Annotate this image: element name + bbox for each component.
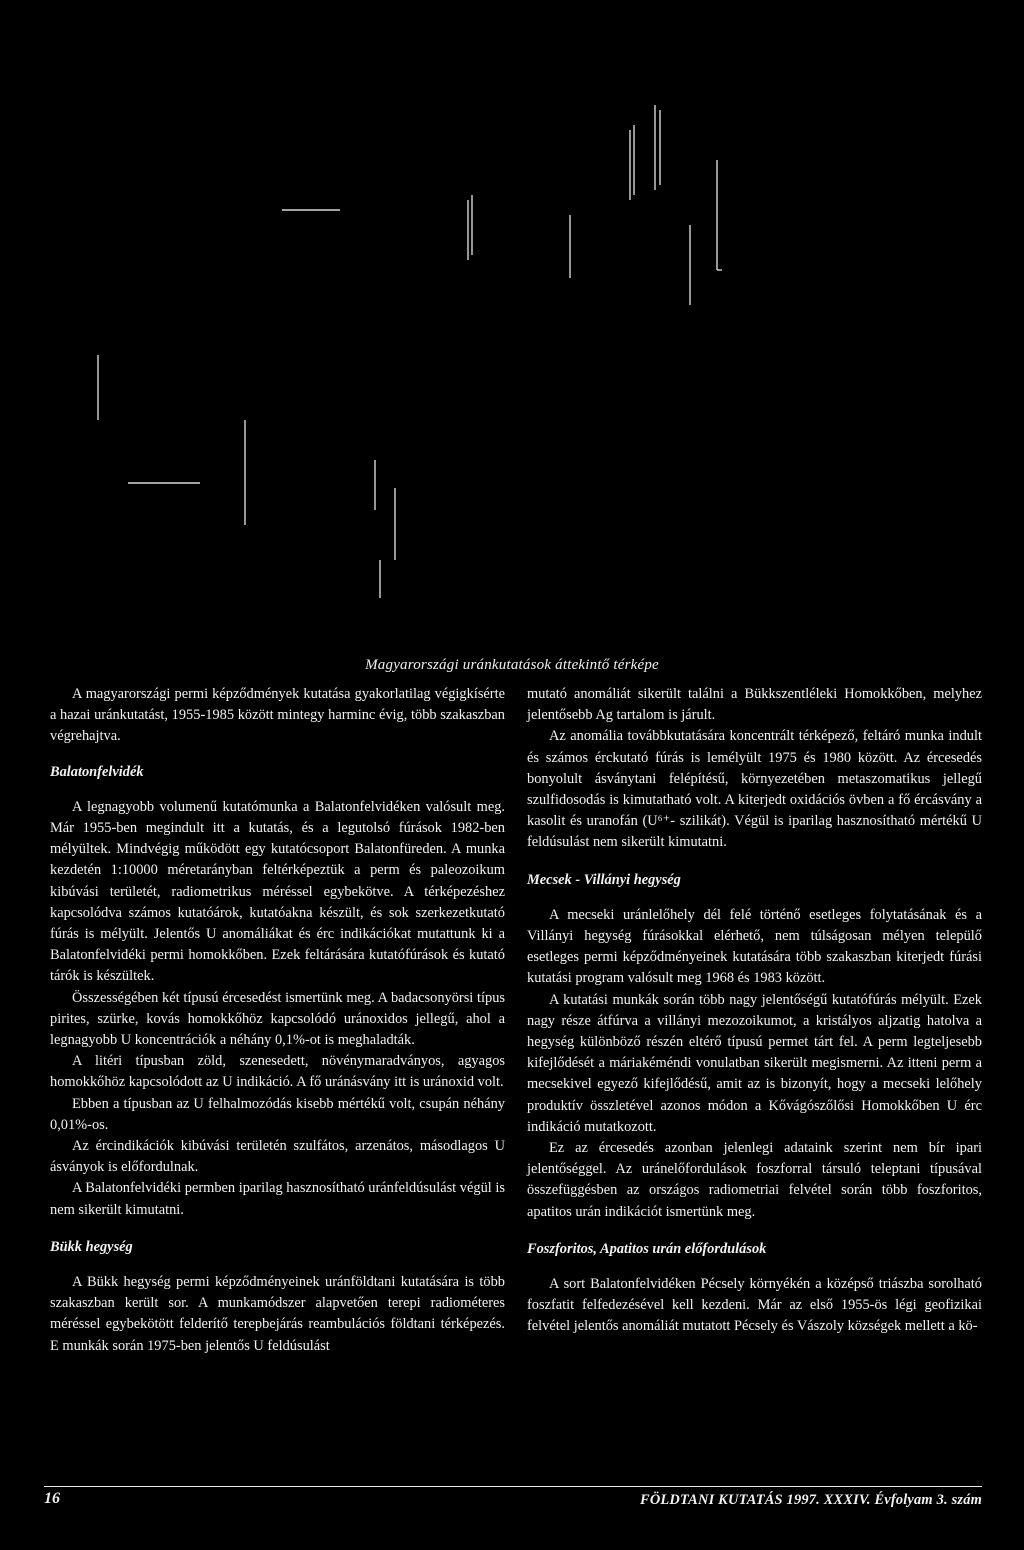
paragraph: A litéri típusban zöld, szenesedett, növénymaradványos, agyagos homokkőhöz kapcsolódott az U indikáció. A fő uránásvány itt is uránoxid volt. xyxy=(50,1053,505,1091)
intro-paragraph: A magyarországi permi képződmények kutatása gyakorlatilag végigkísérte a hazai uránkutatást, 1955-1985 között mintegy harminc évig, több szakaszban végrehajtva. xyxy=(50,686,505,745)
paragraph: A Balatonfelvidéki permben iparilag hasznosítható uránfeldúsulást végül is nem sikerült kimutatni. xyxy=(50,1180,505,1218)
paragraph: A legnagyobb volumenű kutatómunka a Balatonfelvidéken valósult meg. Már 1955-ben megindult itt a kutatás, és a legutolsó fúrások 1982-ben mélyültek. Mindvégig működött egy kutatócsoport Balatonfüreden. A munka kezdetén 1:10000 méretarányban feltérképeztük a perm és paleozoikum kibúvási területét, radiometrikus méréssel egybekötve. A térképezéshez kapcsolódva számos kutatóárok, kutatóakna készült, és sok szerkezetkutató fúrás is mélyült. Jelentős U anomáliákat és érc indikációkat mutattunk ki a Balatonfelvidéki permi homokkőben. Ezek feltárására kutatófúrások és kutató tárók is készültek. xyxy=(50,798,505,985)
section-heading-foszforitos: Foszforitos, Apatitos urán előfordulások xyxy=(527,1240,767,1257)
paragraph: A kutatási munkák során több nagy jelentőségű kutatófúrás mélyült. Ezek nagy része átfúrva a villányi mezozoikumot, a kristályos aljzatig hatolva a hegység különböző részén eltérő típusú permet tárt fel. A perm legteljesebb kifejlődését a máriakéméndi vonulatban sikerült megismerni. Az itteni perm a mecsekivel egyező kifejlődésű, amit az is bizonyít, hogy a mecseki lelőhely produktív összletével azonos módon a Kővágószőlősi Homokkőben U érc indikáció mutatkozott. xyxy=(527,991,982,1135)
left-column xyxy=(50,684,505,1357)
paragraph: Az anomália továbbkutatására koncentrált térképező, feltáró munka indult és számos érckutató fúrás is lemélyült 1975 és 1980 között. Az ércesedés bonyolult ásványtani felépítésű, környezetében metaszomatikus jellegű szulfidosodás is kimutatható volt. A kiterjedt oxidációs övben a fő ércásvány a kasolit és uranofán (U⁶⁺- szilikát). Végül is iparilag hasznosítható mértékű U feldúsulást nem sikerült kimutatni. xyxy=(527,728,982,851)
journal-title: FÖLDTANI KUTATÁS 1997. XXXIV. Évfolyam 3. szám xyxy=(640,1492,982,1508)
paragraph: A Bükk hegység permi képződményeinek uránföldtani kutatására is több szakaszban került sor. A munkamódszer alapvetően terepi radiométeres méréssel egybekötött felderítő terepbejárás reambulációs földtani térképezés. E munkák során 1975-ben jelentős U feldúsulást xyxy=(50,1274,505,1354)
paragraph: Ebben a típusban az U felhalmozódás kisebb mértékű volt, csupán néhány 0,01%-os. xyxy=(50,1095,505,1133)
paragraph-continued: mutató anomáliát sikerült találni a Bükkszentléleki Homokkőben, melyhez jelentősebb Ag tartalom is járult. xyxy=(527,686,982,724)
page-number: 16 xyxy=(44,1490,60,1507)
footer-divider xyxy=(44,1486,982,1487)
section-heading-mecsek: Mecsek - Villányi hegység xyxy=(527,871,681,888)
section-heading-balatonfelvidek: Balatonfelvidék xyxy=(50,763,144,780)
section-heading-bukk: Bükk hegység xyxy=(50,1238,133,1255)
paragraph: Ez az ércesedés azonban jelenlegi adataink szerint nem bír ipari jelentőséggel. Az uránelőfordulások foszforral társuló teleptani típusával összefüggésben az országos radiometriai felvétel során több foszforitos, apatitos urán indikációt ismertünk meg. xyxy=(527,1140,982,1220)
right-column xyxy=(527,684,982,1338)
map-fragment-lines xyxy=(0,0,1024,650)
paragraph: Összességében két típusú ércesedést ismertünk meg. A badacsonyörsi típus pirites, szürke, kovás homokkőhöz kapcsolódó uránoxidos jellegű, ahol a legnagyobb U koncentrációk a néhány 0,1%-ot is meghaladták. xyxy=(50,989,505,1049)
map-caption: Magyarországi uránkutatások áttekintő térképe xyxy=(365,657,659,673)
paragraph: A sort Balatonfelvidéken Pécsely környékén a középső triászba sorolható foszfatit felfedezésével kell kezdeni. Már az első 1955-ös légi geofizikai felvétel jelentős anomáliát mutatott Pécsely és Vászoly községek mellett a kö- xyxy=(527,1276,982,1335)
paragraph: A mecseki uránlelőhely dél felé történő esetleges folytatásának és a Villányi hegység fúrásokkal elérhető, nem túlságosan mélyen települő esetleges permi képződményeinek kutatására több szakaszban kiterjedt fúrási kutatási program valósult meg 1968 és 1983 között. xyxy=(527,906,982,987)
paragraph: Az ércindikációk kibúvási területén szulfátos, arzenátos, másodlagos U ásványok is előfordulnak. xyxy=(50,1138,505,1176)
map-image xyxy=(0,0,1024,650)
